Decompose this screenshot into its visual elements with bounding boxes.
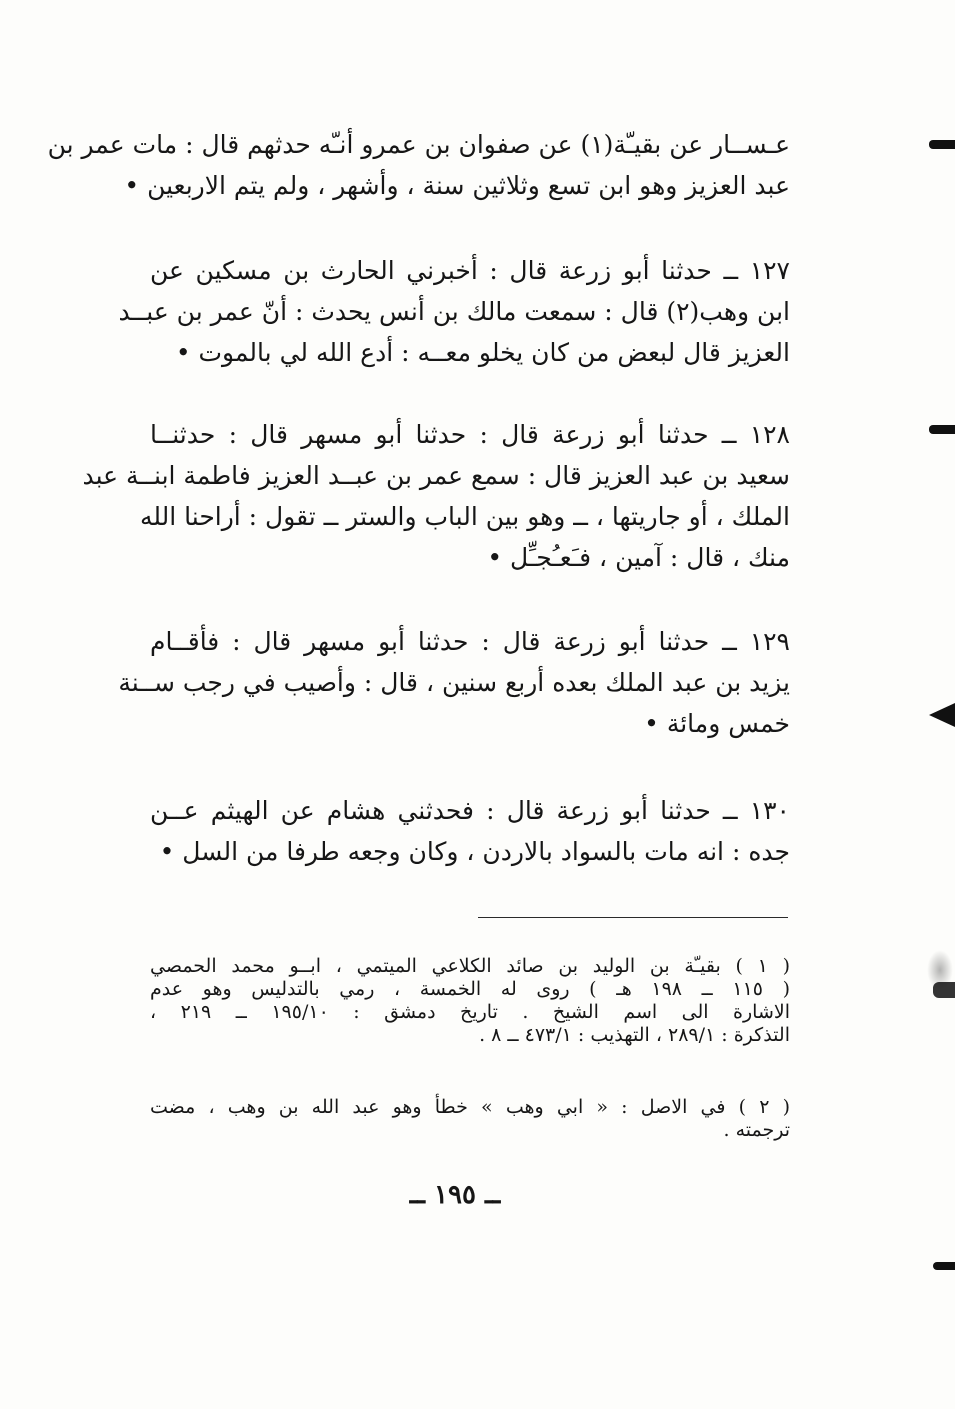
paragraph-continuation [47,124,790,206]
paragraph-128 [82,414,790,578]
page-number: ــ ١٩٥ ــ [409,1180,501,1210]
footnote-line: الاشارة الى اسم الشيخ . تاريخ دمشق : ١٩٥/١٠ ــ ٢١٩ ، [150,1001,791,1023]
text-line: ١٢٨ ــ حدثنا أبو زرعة قال : حدثنا أبو مسهر قال : حدثنــا [150,420,790,449]
text-line: يزيد بن عبد الملك بعده أربع سنين ، قال : وأصيب في رجب ســنة [118,668,790,697]
text-line: ١٢٩ ــ حدثنا أبو زرعة قال : حدثنا أبو مسهر قال : فأقــام [150,627,790,656]
edge-tab-mark [933,1262,955,1270]
text-line: الملك ، أو جاريتها ، ــ وهو بين الباب والستر ــ تقول : أراحنا الله [139,502,790,531]
text-line: ١٣٠ ــ حدثنا أبو زرعة قال : فحدثني هشام عن الهيثم عــن [150,796,790,825]
paragraph-127 [118,250,790,373]
text-line: جده : انه مات بالسواد بالاردن ، وكان وجعه طرفا من السل • [159,837,790,866]
footnote-line: ( ٢ ) في الاصل : « ابي وهب » خطأ وهو عبد الله بن وهب ، مضت [150,1096,790,1118]
edge-tab-mark [929,140,955,149]
footnote-2 [150,1096,790,1142]
text-line: سعيد بن عبد العزيز قال : سمع عمر بن عبــد العزيز فاطمة ابنــة عبد [82,461,790,490]
paragraph-130 [150,790,790,872]
footnote-separator [478,917,788,918]
footnote-line: ( ١ ) بقيـّة بن الوليد بن صائد الكلاعي الميتمي ، ابــو محمد الحمصي [150,955,790,977]
edge-tab-mark [933,982,955,998]
text-line: عبد العزيز وهو ابن تسع وثلاثين سنة ، وأشهر ، ولم يتم الاربعين • [124,171,790,200]
footnote-line: التذكرة : ٢٨٩/١ ، التهذيب : ٤٧٣/١ ــ ٨ . [479,1024,790,1046]
paragraph-129 [118,621,790,744]
edge-tab-mark [929,425,955,434]
edge-tab-mark [929,703,955,727]
text-line: منك ، قال : آمين ، فـَعـُجـِّل • [487,543,790,572]
text-line: العزيز قال لبعض من كان يخلو معــه : أدع الله لي بالموت • [175,338,790,367]
footnote-line: ترجمته . [723,1119,790,1141]
text-line: خمس ومائة • [644,709,790,738]
footnote-1 [150,955,790,1047]
text-line: ابن وهب(٢) قال : سمعت مالك بن أنس يحدث : أنّ عمر بن عبــد [118,297,790,326]
text-line: ١٢٧ ــ حدثنا أبو زرعة قال : أخبرني الحارث بن مسكين عن [150,256,790,285]
footnote-line: ( ١١٥ ــ ١٩٨ هـ ) روى له الخمسة ، رمي بالتدليس وهو عدم [150,978,790,1000]
text-line: عـســار عن بقيـّة(١) عن صفوان بن عمرو أنـّه حدثهم قال : مات عمر بن [47,130,790,159]
